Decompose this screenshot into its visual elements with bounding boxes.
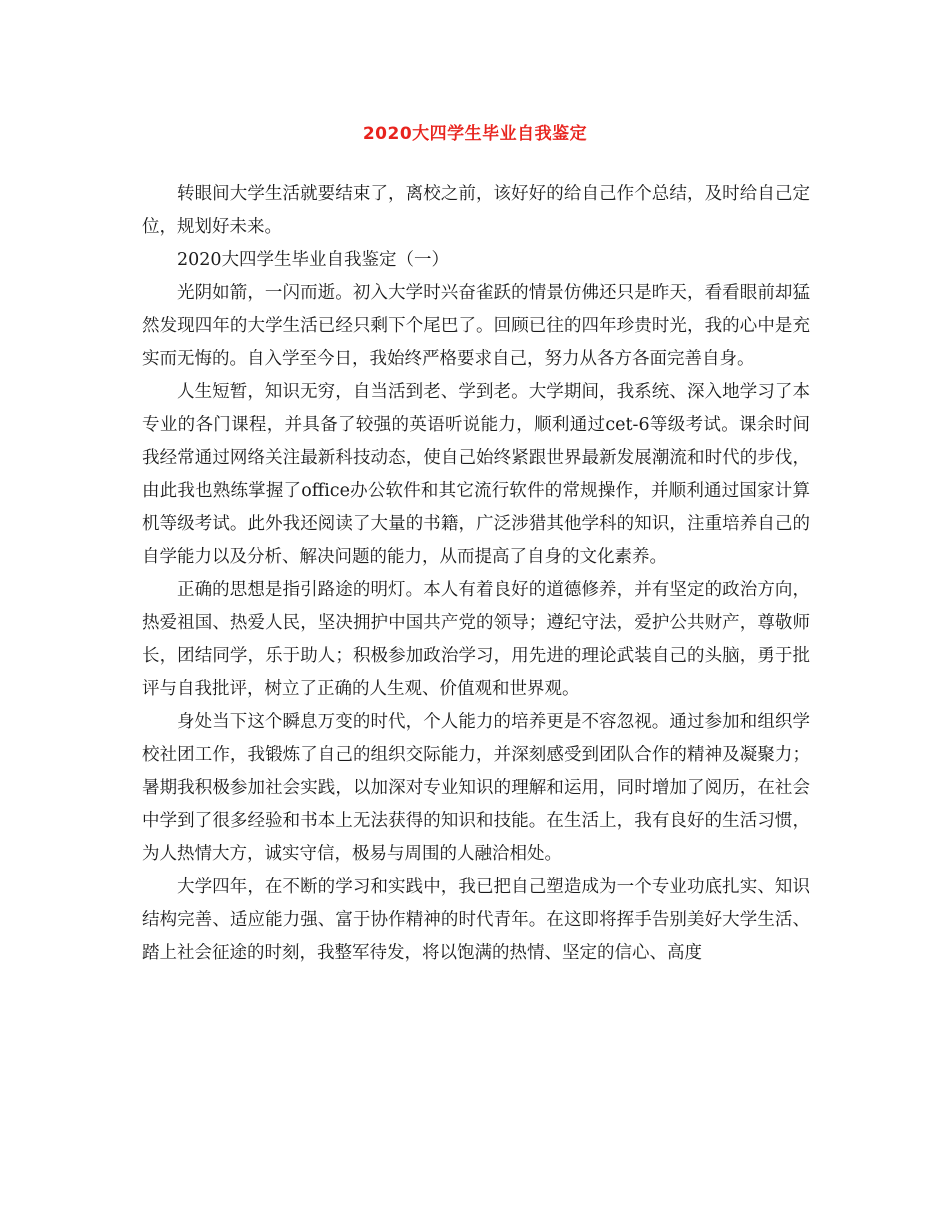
paragraph-intro: 转眼间大学生活就要结束了，离校之前，该好好的给自己作个总结，及时给自己定位，规划好未来。 xyxy=(142,184,810,237)
paragraph-subheading: 2020大四学生毕业自我鉴定（一） xyxy=(177,250,450,270)
document-title: 2020大四学生毕业自我鉴定 xyxy=(362,124,588,144)
document-body xyxy=(142,178,810,970)
paragraph-ability: 身处当下这个瞬息万变的时代，个人能力的培养更是不容忽视。通过参加和组织学校社团工作，我锻炼了自己的组织交际能力，并深刻感受到团队合作的精神及凝聚力；暑期我积极参加社会实践，以加深对专业知识的理解和运用，同时增加了阅历，在社会中学到了很多经验和书本上无法获得的知识和技能。在生活上，我有良好的生活习惯，为人热情大方，诚实守信，极易与周围的人融洽相处。 xyxy=(142,712,810,864)
paragraph-study: 人生短暂，知识无穷，自当活到老、学到老。大学期间，我系统、深入地学习了本专业的各门课程，并具备了较强的英语听说能力，顺利通过cet-6等级考试。课余时间我经常通过网络关注最新科技动态，使自己始终紧跟世界最新发展潮流和时代的步伐，由此我也熟练掌握了office办公软件和其它流行软件的常规操作，并顺利通过国家计算机等级考试。此外我还阅读了大量的书籍，广泛涉猎其他学科的知识，注重培养自己的自学能力以及分析、解决问题的能力，从而提高了自身的文化素养。 xyxy=(142,382,810,567)
paragraph-summary: 大学四年，在不断的学习和实践中，我已把自己塑造成为一个专业功底扎实、知识结构完善、适应能力强、富于协作精神的时代青年。在这即将挥手告别美好大学生活、踏上社会征途的时刻，我整军待发，将以饱满的热情、坚定的信心、高度 xyxy=(142,877,810,963)
paragraph-ideology: 正确的思想是指引路途的明灯。本人有着良好的道德修养，并有坚定的政治方向，热爱祖国、热爱人民，坚决拥护中国共产党的领导；遵纪守法，爱护公共财产，尊敬师长，团结同学，乐于助人；积极参加政治学习，用先进的理论武装自己的头脑，勇于批评与自我批评，树立了正确的人生观、价值观和世界观。 xyxy=(142,580,810,699)
paragraph-time: 光阴如箭，一闪而逝。初入大学时兴奋雀跃的情景仿佛还只是昨天，看看眼前却猛然发现四年的大学生活已经只剩下个尾巴了。回顾已往的四年珍贵时光，我的心中是充实而无悔的。自入学至今日，我始终严格要求自己，努力从各方各面完善自身。 xyxy=(142,283,810,369)
